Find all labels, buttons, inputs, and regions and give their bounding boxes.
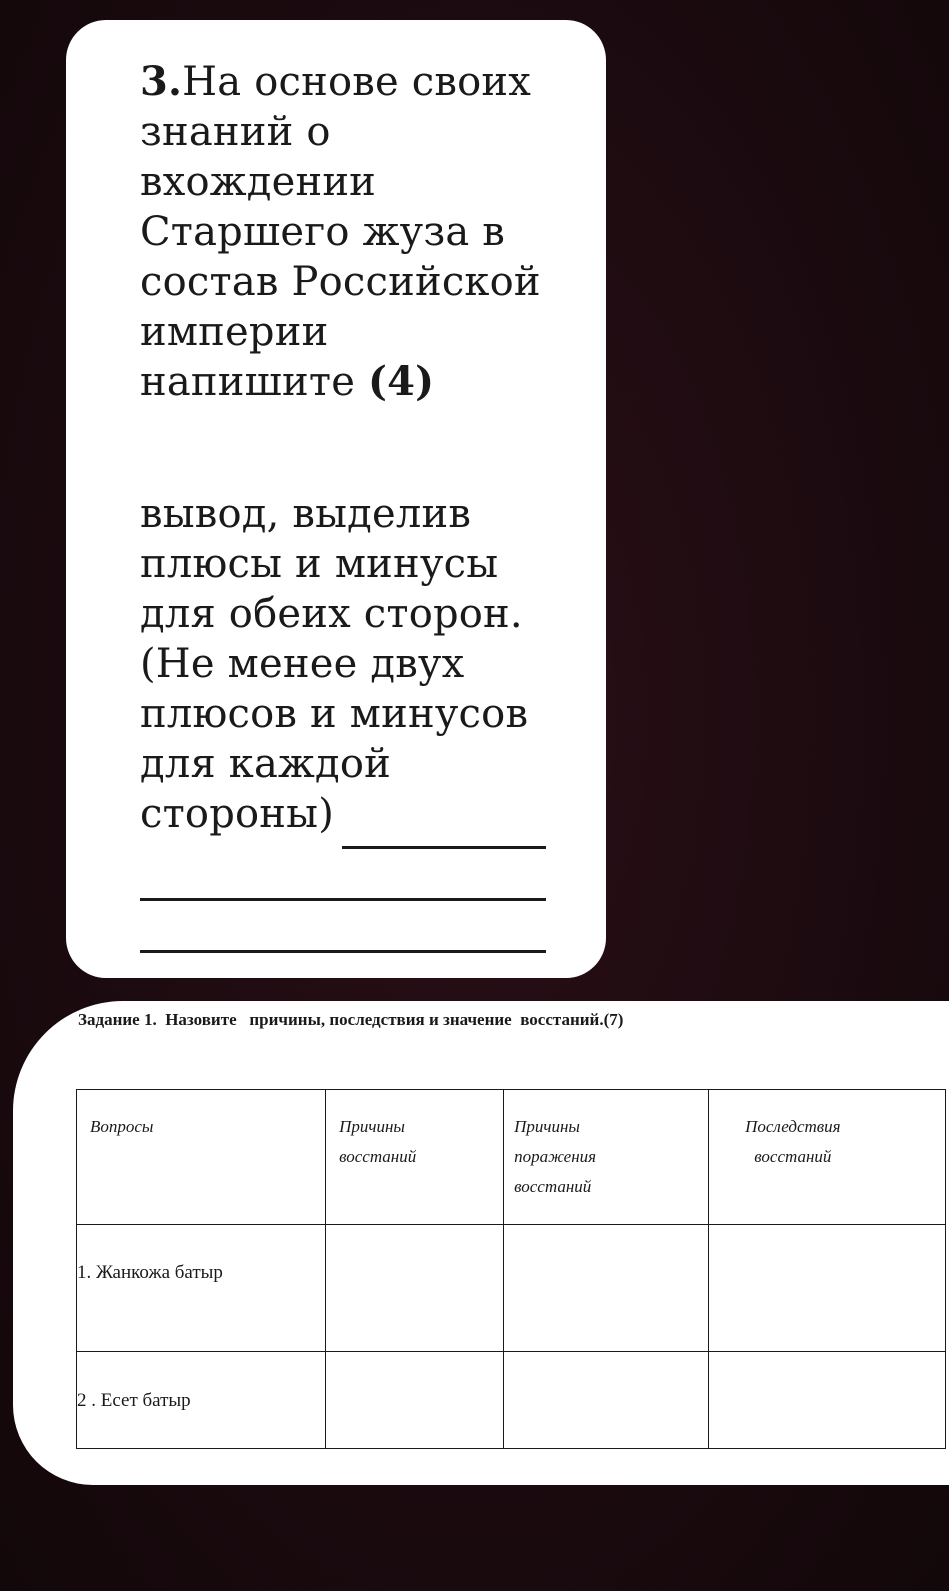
answer-line <box>342 846 546 849</box>
table-cell <box>326 1352 504 1449</box>
header-consequences: Последствия восстаний <box>708 1090 945 1225</box>
table-row <box>77 1225 946 1352</box>
answer-line <box>140 898 546 901</box>
header-questions: Вопросы <box>77 1090 326 1225</box>
row-label-zhankozha: 1. Жанкожа батыр <box>77 1225 326 1352</box>
table-cell <box>504 1352 709 1449</box>
uprisings-table <box>76 1089 946 1449</box>
table-cell <box>504 1225 709 1352</box>
question-text-part1 <box>140 57 580 407</box>
task-card <box>13 1001 949 1485</box>
header-defeat-causes: Причины поражения восстаний <box>504 1090 709 1225</box>
row-label-eset: 2 . Есет батыр <box>77 1352 326 1449</box>
question-card <box>66 20 606 978</box>
table-cell <box>708 1225 945 1352</box>
question-prompt: На основе своих знаний о вхождении Старшего жуза в состав Российской империи напишите <box>140 59 541 405</box>
table-header-row <box>77 1090 946 1225</box>
question-points: (4) <box>368 358 435 405</box>
table-cell <box>326 1225 504 1352</box>
table-cell <box>708 1352 945 1449</box>
header-causes: Причины восстаний <box>326 1090 504 1225</box>
task-heading: Задание 1. Назовите причины, последствия и значение восстаний.(7) <box>78 1010 624 1029</box>
table-row <box>77 1352 946 1449</box>
question-number: 3. <box>140 58 183 105</box>
answer-line <box>140 950 546 953</box>
question-text-part2: вывод, выделив плюсы и минусы для обеих сторон. (Не менее двух плюсов и минусов для каждой стороны) <box>140 491 529 837</box>
